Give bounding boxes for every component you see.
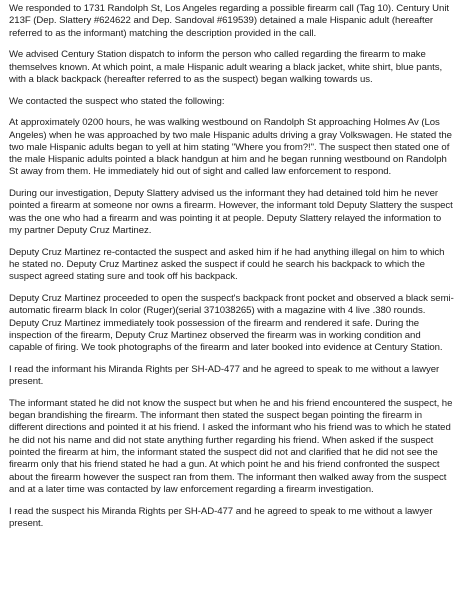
paragraph-suspect-statement: At approximately 0200 hours, he was walking westbound on Randolph St approaching Holmes Av (Los Angeles) when he was approached by two male Hispanic adults driving a gray Volkswagen. He stated the two male Hispanic adults began to yell at him stating "Where you from?!". The suspect then stated one of the male Hispanic adults pointed a black handgun at him and he began running westbound on Randolph St away from them. He immediately hid out of sight and called law enforcement to respond. xyxy=(9,117,452,178)
paragraph-dispatch-advisory: We advised Century Station dispatch to inform the person who called regarding the firearm to make themselves known. At which point, a male Hispanic adult wearing a black jacket, white shirt, blue pants, with a black backpack (hereafter referred to as the suspect) began walking towards us. xyxy=(9,49,443,85)
report-document xyxy=(9,3,455,540)
paragraph-investigation: During our investigation, Deputy Slattery advised us the informant they had detained told him he never pointed a firearm at someone nor owns a firearm. However, the informant told Deputy Slattery the suspect was the one who had a firearm and was pointing it at people. Deputy Slattery relayed the information to my partner Deputy Cruz Martinez. xyxy=(9,188,453,237)
paragraph-recontact: Deputy Cruz Martinez re-contacted the suspect and asked him if he had anything illegal on him to which he stated no. Deputy Cruz Martinez asked the suspect if could he search his backpack to which the suspect agreed stating sure and took off his backpack. xyxy=(9,246,445,283)
paragraph-suspect-miranda: I read the suspect his Miranda Rights per SH-AD-477 and he agreed to speak to me without a lawyer present. xyxy=(9,505,433,529)
paragraph-suspect-contact: We contacted the suspect who stated the following: xyxy=(9,95,225,107)
paragraph-firearm-search: Deputy Cruz Martinez proceeded to open the suspect's backpack front pocket and observed a black semi-automatic firearm black In color (Ruger)(serial 371038265) with a magazine with 4 live .380 rounds. Deputy Cruz Martinez immediately took possession of the firearm and rendered it safe. During the inspection of the firearm, Deputy Cruz Martinez observed the firearm was in working condition and capable of firing. We took photographs of the firearm and later booked into evidence at Century Station. xyxy=(9,292,454,354)
paragraph-informant-miranda: I read the informant his Miranda Rights per SH-AD-477 and he agreed to speak to me without a lawyer present. xyxy=(9,363,440,388)
paragraph-call-response: We responded to 1731 Randolph St, Los Angeles regarding a possible firearm call (Tag 10). Century Unit 213F (Dep. Slattery #624622 and Dep. Sandoval #619539) detained a male Hispanic adult (hereafter referred to as the informant) matching the description provided in the call. xyxy=(9,3,450,39)
paragraph-informant-statement: The informant stated he did not know the suspect but when he and his friend encountered the suspect, he began brandishing the firearm. The informant then stated the suspect began pointing the firearm in different directions and pointed it at his friend. I asked the informant who his friend was to which he stated he did not his name and did not state anything further regarding his friend. When asked if the suspect pointed the firearm at him, the informant stated the suspect did not and clarified that he did not see the firearm only that his friend stated he had a gun. At which point he and his friend confronted the suspect about the firearm however the suspect ran from them. The informant then walked away from the suspect and at a later time was contacted by law enforcement regarding a firearm investigation. xyxy=(9,397,453,495)
